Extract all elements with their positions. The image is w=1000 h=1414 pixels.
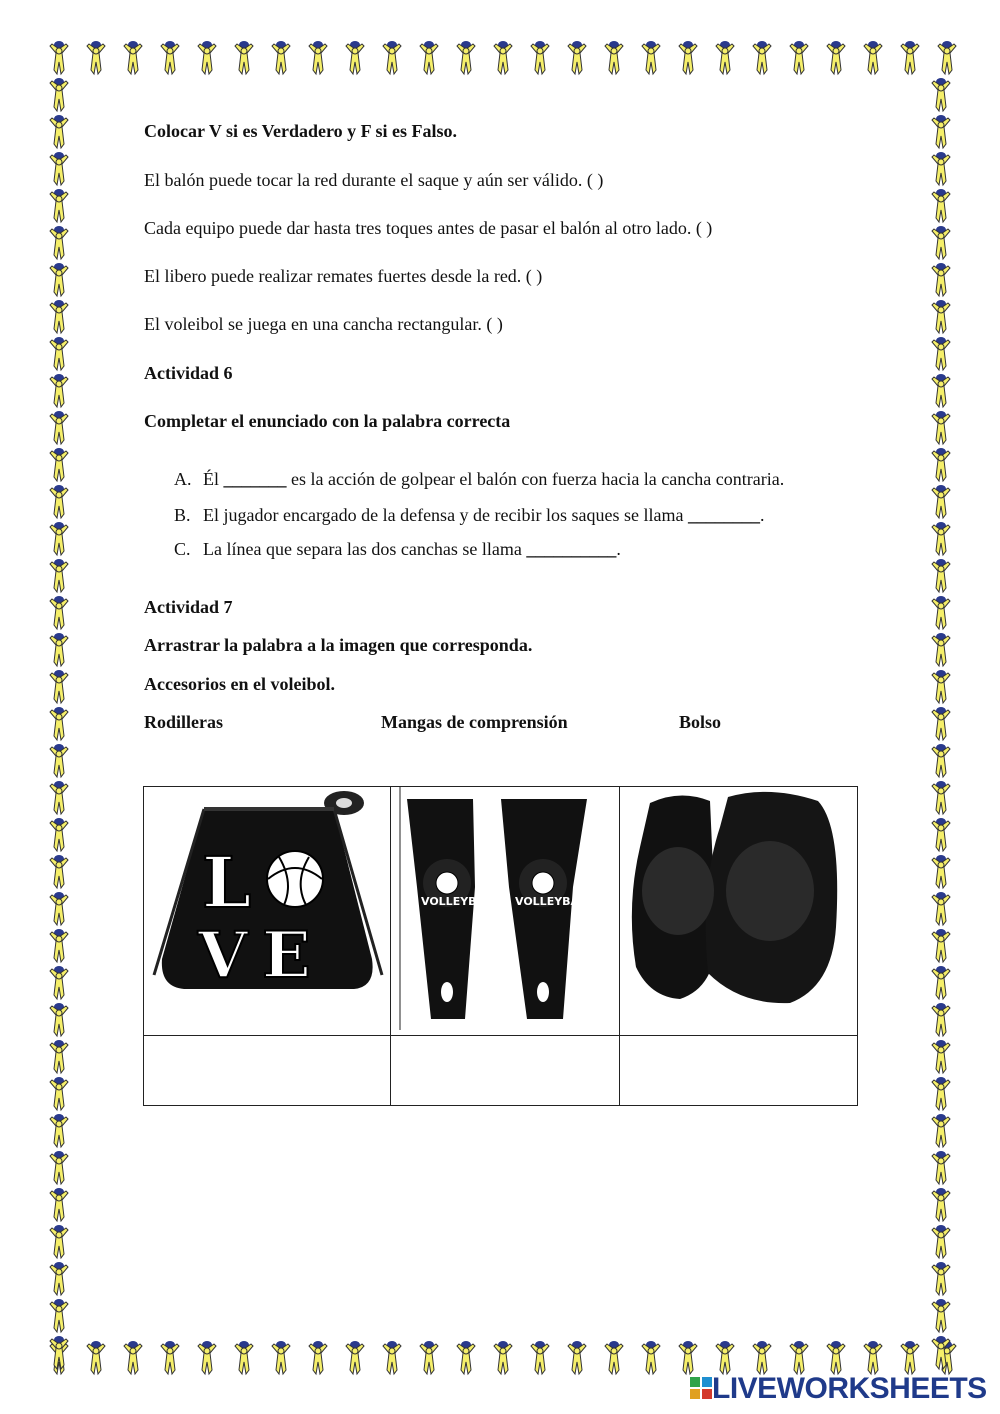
item-text: . xyxy=(616,539,621,559)
fill-item-c xyxy=(174,539,621,560)
border-figure-icon xyxy=(50,1151,68,1184)
border-figure-icon xyxy=(864,41,882,74)
border-figure-icon xyxy=(901,1341,919,1374)
border-figure-icon xyxy=(272,1341,290,1374)
border-figure-icon xyxy=(494,41,512,74)
border-figure-icon xyxy=(50,485,68,518)
border-figure-icon xyxy=(161,41,179,74)
true-false-instruction: Colocar V si es Verdadero y F si es Falso. xyxy=(144,121,458,141)
border-figure-icon xyxy=(790,1341,808,1374)
border-figure-icon xyxy=(932,1040,950,1073)
border-figure-icon xyxy=(50,1003,68,1036)
border-figure-icon xyxy=(932,152,950,185)
border-figure-icon xyxy=(932,929,950,962)
border-figure-icon xyxy=(50,1262,68,1295)
border-figure-icon xyxy=(932,1262,950,1295)
border-figure-icon xyxy=(901,41,919,74)
border-figure-icon xyxy=(50,41,68,74)
border-figure-icon xyxy=(87,1341,105,1374)
border-figure-icon xyxy=(932,855,950,888)
border-figure-icon xyxy=(50,263,68,296)
border-figure-icon xyxy=(679,1341,697,1374)
drop-zone-3[interactable] xyxy=(620,1036,858,1106)
border-figure-icon xyxy=(568,41,586,74)
drag-word-mangas[interactable]: Mangas de comprensión xyxy=(381,712,568,732)
accessories-table xyxy=(143,786,858,1106)
item-text: . xyxy=(759,505,765,525)
border-figure-icon xyxy=(50,300,68,333)
border-figure-icon xyxy=(932,596,950,629)
border-figure-icon xyxy=(50,115,68,148)
fill-item-b xyxy=(174,505,764,526)
border-figure-icon xyxy=(932,966,950,999)
border-figure-icon xyxy=(938,41,956,74)
border-figure-icon xyxy=(50,411,68,444)
border-figure-icon xyxy=(309,41,327,74)
knee-pads-icon xyxy=(620,787,857,1030)
border-figure-icon xyxy=(494,1341,512,1374)
border-figure-icon xyxy=(932,744,950,777)
border-figure-icon xyxy=(124,1341,142,1374)
blank-field[interactable]: ________ xyxy=(687,505,760,525)
border-figure-icon xyxy=(642,41,660,74)
border-figure-icon xyxy=(827,1341,845,1374)
border-figure-icon xyxy=(932,1077,950,1110)
border-figure-icon xyxy=(50,152,68,185)
border-figure-icon xyxy=(932,115,950,148)
border-figure-icon xyxy=(235,1341,253,1374)
item-letter: A. xyxy=(174,469,192,489)
border-figure-icon xyxy=(605,41,623,74)
border-figure-icon xyxy=(50,855,68,888)
border-figure-icon xyxy=(420,41,438,74)
drag-word-bolso[interactable]: Bolso xyxy=(679,712,722,732)
border-figure-icon xyxy=(932,189,950,222)
fill-item-a xyxy=(174,469,784,490)
border-figure-icon xyxy=(932,1151,950,1184)
item-letter: B. xyxy=(174,505,191,525)
border-figure-icon xyxy=(50,929,68,962)
border-figure-icon xyxy=(679,41,697,74)
border-figure-icon xyxy=(932,633,950,666)
border-figure-icon xyxy=(420,1341,438,1374)
border-figure-icon xyxy=(932,411,950,444)
border-figure-icon xyxy=(346,41,364,74)
item-text: Él xyxy=(203,469,224,489)
border-figure-icon xyxy=(383,41,401,74)
border-figure-icon xyxy=(932,522,950,555)
image-cell-kneepads xyxy=(620,787,858,1036)
drop-zone-2[interactable] xyxy=(391,1036,620,1106)
border-figure-icon xyxy=(50,1225,68,1258)
item-letter: C. xyxy=(174,539,191,559)
compression-sleeves-icon xyxy=(391,787,619,1030)
border-figure-icon xyxy=(161,1341,179,1374)
border-figure-icon xyxy=(642,1341,660,1374)
item-text: es la acción de golpear el balón con fuerza hacia la cancha contraria. xyxy=(286,469,785,489)
border-figure-icon xyxy=(198,1341,216,1374)
border-figure-icon xyxy=(50,966,68,999)
activity6-instruction: Completar el enunciado con la palabra correcta xyxy=(144,411,511,431)
statement-1: El balón puede tocar la red durante el saque y aún ser válido. ( ) xyxy=(144,170,604,190)
border-figure-icon xyxy=(235,41,253,74)
border-figure-icon xyxy=(932,1188,950,1221)
border-figure-icon xyxy=(932,818,950,851)
sleeve-label-right: VOLLEYBALL xyxy=(515,895,594,908)
drag-word-rodilleras[interactable]: Rodilleras xyxy=(144,712,223,732)
border-figure-icon xyxy=(932,892,950,925)
border-figure-icon xyxy=(932,559,950,592)
border-figure-icon xyxy=(932,1225,950,1258)
border-figure-icon xyxy=(457,41,475,74)
border-figure-icon xyxy=(605,1341,623,1374)
border-figure-icon xyxy=(198,41,216,74)
border-figure-icon xyxy=(932,263,950,296)
border-figure-icon xyxy=(50,670,68,703)
border-figure-icon xyxy=(50,189,68,222)
border-figure-icon xyxy=(50,1188,68,1221)
border-figure-icon xyxy=(50,1299,68,1332)
border-figure-icon xyxy=(50,633,68,666)
border-figure-icon xyxy=(272,41,290,74)
border-figure-icon xyxy=(50,337,68,370)
logo-text: LIVEWORKSHEETS xyxy=(712,1372,987,1405)
border-figure-icon xyxy=(50,448,68,481)
border-figure-icon xyxy=(932,226,950,259)
border-figure-icon xyxy=(50,559,68,592)
border-figure-icon xyxy=(50,1040,68,1073)
border-figure-icon xyxy=(932,707,950,740)
border-figure-icon xyxy=(50,744,68,777)
border-figure-icon xyxy=(50,818,68,851)
border-figure-icon xyxy=(50,781,68,814)
border-figure-icon xyxy=(124,41,142,74)
border-figure-icon xyxy=(346,1341,364,1374)
border-figure-icon xyxy=(932,300,950,333)
border-figure-icon xyxy=(932,781,950,814)
border-figure-icon xyxy=(50,1114,68,1147)
border-figure-icon xyxy=(568,1341,586,1374)
border-figure-icon xyxy=(50,226,68,259)
border-figure-icon xyxy=(753,41,771,74)
border-figure-icon xyxy=(932,1299,950,1332)
liveworksheets-logo xyxy=(690,1372,987,1406)
border-figure-icon xyxy=(50,1077,68,1110)
image-cell-bag xyxy=(144,787,391,1036)
item-text: La línea que separa las dos canchas se llama xyxy=(203,539,527,559)
border-figure-icon xyxy=(932,374,950,407)
drop-zone-1[interactable] xyxy=(144,1036,391,1106)
activity7-title: Actividad 7 xyxy=(144,597,233,617)
statement-2: Cada equipo puede dar hasta tres toques antes de pasar el balón al otro lado. ( ) xyxy=(144,218,713,238)
border-figure-icon xyxy=(932,78,950,111)
border-figure-icon xyxy=(932,337,950,370)
border-figure-icon xyxy=(753,1341,771,1374)
item-text: El jugador encargado de la defensa y de recibir los saques se llama xyxy=(203,505,688,525)
activity6-title: Actividad 6 xyxy=(144,363,233,383)
border-figure-icon xyxy=(457,1341,475,1374)
statement-3: El libero puede realizar remates fuertes desde la red. ( ) xyxy=(144,266,543,286)
border-figure-icon xyxy=(932,1114,950,1147)
logo-badge-icon xyxy=(690,1377,712,1401)
border-figure-icon xyxy=(383,1341,401,1374)
statement-4: El voleibol se juega en una cancha rectangular. ( ) xyxy=(144,314,503,334)
image-cell-sleeves xyxy=(391,787,620,1036)
border-figure-icon xyxy=(531,41,549,74)
border-figure-icon xyxy=(827,41,845,74)
border-figure-icon xyxy=(716,1341,734,1374)
border-figure-icon xyxy=(50,78,68,111)
blank-field[interactable]: _______ xyxy=(223,469,287,489)
border-figure-icon xyxy=(87,41,105,74)
border-figure-icon xyxy=(50,522,68,555)
sleeve-label-left: VOLLEYBALL xyxy=(421,895,500,908)
border-figure-icon xyxy=(790,41,808,74)
border-figure-icon xyxy=(864,1341,882,1374)
border-figure-icon xyxy=(932,1003,950,1036)
bag-letter-e: E xyxy=(262,918,311,993)
border-figure-icon xyxy=(932,448,950,481)
border-figure-icon xyxy=(309,1341,327,1374)
bag-letter-v: V xyxy=(198,918,248,993)
border-figure-icon xyxy=(932,485,950,518)
bag-letter-l: L xyxy=(202,841,252,924)
border-figure-icon xyxy=(531,1341,549,1374)
border-figure-icon xyxy=(50,892,68,925)
border-figure-icon xyxy=(50,596,68,629)
blank-field[interactable]: __________ xyxy=(526,539,617,559)
border-figure-icon xyxy=(50,707,68,740)
border-figure-icon xyxy=(50,374,68,407)
activity7-instruction: Arrastrar la palabra a la imagen que corresponda. xyxy=(144,635,533,655)
border-figure-icon xyxy=(716,41,734,74)
drawstring-bag-icon xyxy=(144,787,390,1030)
activity7-subtitle: Accesorios en el voleibol. xyxy=(144,674,335,694)
border-figure-icon xyxy=(932,670,950,703)
